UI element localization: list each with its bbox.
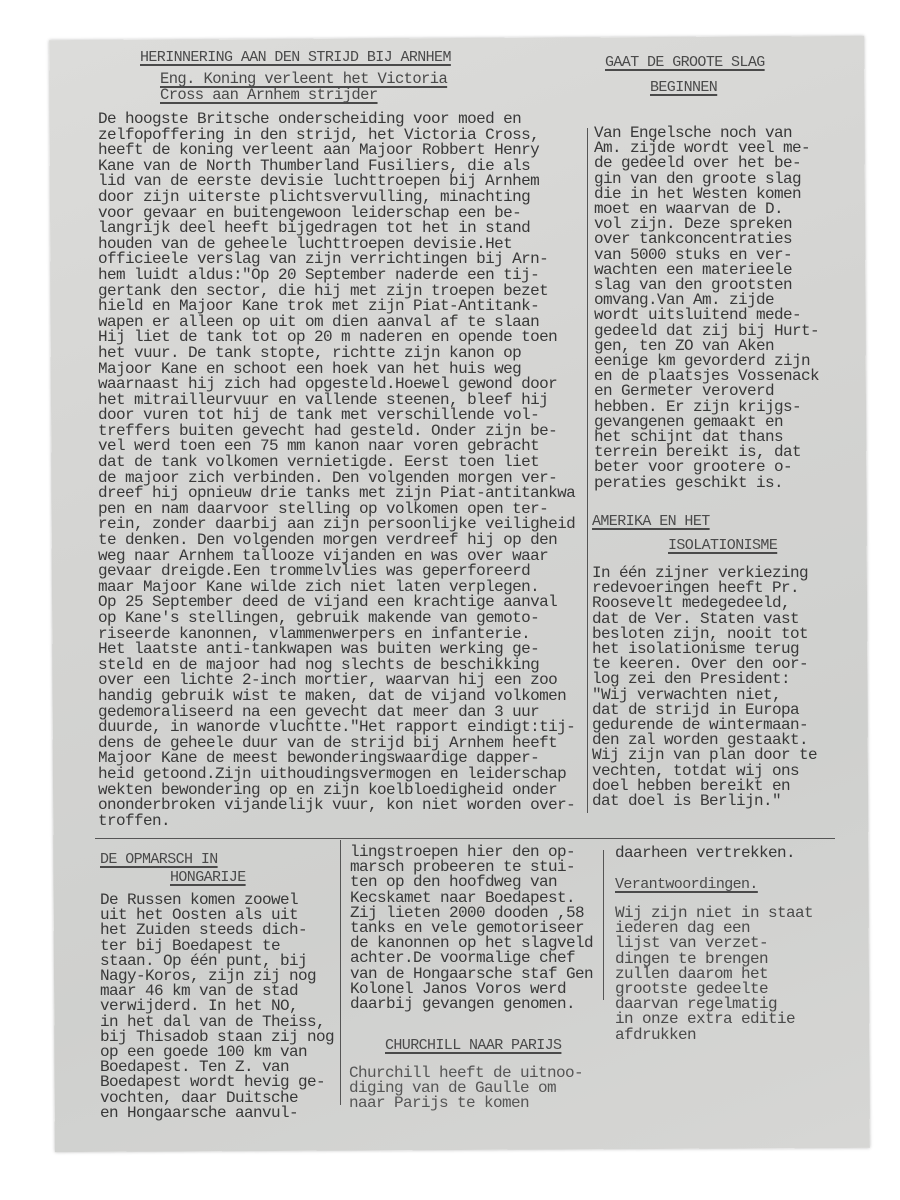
churchill-article-body: Churchill heeft de uitnoo- diging van de Gaulle om naar Parijs te komen (349, 1064, 584, 1113)
slag-headline-line2: BEGINNEN (650, 79, 718, 96)
churchill-article-continued: daarheen vertrekken. (615, 844, 796, 862)
hongarije-article-body: De Russen komen zoowel uit het Oosten als uit het Zuiden steeds dich- ter bij Boedapest te staan. Op één punt, bij Nagy-Koros, zijn zij nog maar 46 km van de stad verwijderd. In het NO, in het dal van de Theiss, bij Thisadob staan zij nog op een goede 100 km van Boedapest. Ten Z. van Boedapest wordt hevig ge- vochten, daar Duitsche en Hongaarsche aanvul- (100, 891, 335, 1122)
arnhem-subheadline: Eng. Koning verleent het Victoria Cross aan Arnhem strijder (160, 70, 448, 105)
hongarije-headline-line2: HONGARIJE (170, 869, 246, 886)
slag-article-body: Van Engelsche noch van Am. zijde wordt veel me- de gedeeld over het be- gin van den groote slag die in het Westen komen moet en waarvan de D. vol zijn. Deze spreken over tankconcentraties van 5000 stuks en ver- wachten een materieele slag van den grootsten omvang.Van Am. zijde wordt uitsluitend mede- gedeeld dat zij bij Hurt- gen, ten ZO van Aken eenige km gevorderd zijn en de plaatsjes Vossenack en Germeter veroverd hebben. Er zijn krijgs- gevangenen gemaakt en het schijnt dat thans terrein bereikt is, dat beter voor grootere o- peraties geschikt is. (594, 124, 820, 492)
column-divider (340, 840, 341, 1105)
verantwoording-body: Wij zijn niet in staat iederen dag een lijst van verzet- dingen te brengen zullen daarom het grootste gedeelte daarvan regelmatig in onze extra editie afdrukken (615, 904, 814, 1044)
amerika-article-body: In één zijner verkiezing redevoeringen heeft Pr. Roosevelt medegedeeld, dat de Ver. Staten vast besloten zijn, nooit tot het isolationisme terug te keeren. Over den oor- log zei den President: "Wij verwachten niet, dat de strijd in Europa gedurende de wintermaan- den zal worden gestaakt. Wij zijn van plan door te vechten, totdat wij ons doel hebben bereikt en dat doel is Berlijn." (592, 564, 818, 811)
column-divider (587, 128, 588, 813)
arnhem-article-body: De hoogste Britsche onderscheiding voor moed en zelfopoffering in den strijd, het Victoria Cross, heeft de koning verleent aan Majoor Robbert Henry Kane van de North Thumberland Fusiliers, die als lid van de eerste devisie luchttroepen bij Arnhem door zijn uiterste plichtsvervulling, minachting voor gevaar en buitengewoon leiderschap een be- langrijk deel heeft bijgedragen tot het in stand houden van de geheele luchttroepen devisie.Het officieele verslag van zijn verrichtingen bij Arn- hem luidt aldus:"Op 20 September naderde een tij- gertank den sector, die hij met zijn troepen bezet hield en Majoor Kane trok met zijn Piat-Antitank- wapen er alleen op uit om dien aanval af te slaan Hij liet de tank tot op 20 m naderen en opende toen het vuur. De tank stopte, richtte zijn kanon op Majoor Kane en schoot een hoek van het huis weg waarnaast hij zich had opgesteld.Hoewel gewond door het mitrailleurvuur en vallende steenen, bleef hij door vuren tot hij de tank met verschillende vol- treffers buiten gevecht had gesteld. Onder zijn be- vel werd toen een 75 mm kanon naar voren gebracht dat de tank volkomen vernietigde. Eerst toen liet de majoor zich verbinden. Den volgenden morgen ver- dreef hij opnieuw drie tanks met zijn Piat-antitankwa pen en nam daarvoor stelling op volkomen open ter- rein, zonder daarbij aan zijn persoonlijke veiligheid te denken. Den volgenden morgen verdreef hij op den weg naar Arnhem tallooze vijanden en was over waar gevaar dreigde.Een trommelvlies was geperforeerd maar Majoor Kane wilde zich niet laten verplegen. Op 25 September deed de vijand een krachtige aanval op Kane's stellingen, gebruik makende van gemoto- riseerde kanonnen, vlammenwerpers en infanterie. Het laatste anti-tankwapen was buiten werking ge- steld en de majoor had nog slechts de beschikking over een lichte 2-inch mortier, waarvan hij een zoo handig gebruik wist te maken, dat de vijand volkomen gedemoraliseerd na een gevecht dat meer dan 3 uur duurde, in wanorde vluchtte."Het rapport eindigt:tij- dens de geheele duur van de strijd bij Arnhem heeft Majoor Kane de meest bewonderingswaardige dapper- heid getoond.Zijn uithoudingsvermogen en leiderschap wekten bewondering op en zijn koelbloedigheid onder ononderbroken vijandelijk vuur, kon niet worden over- troffen. (98, 110, 576, 830)
hongarije-headline: DE OPMARSCH IN (100, 851, 218, 868)
column-divider (603, 850, 604, 1000)
slag-headline: GAAT DE GROOTE SLAG (605, 54, 765, 71)
section-divider (95, 838, 835, 839)
arnhem-headline: HERINNERING AAN DEN STRIJD BIJ ARNHEM (140, 49, 451, 66)
churchill-headline: CHURCHILL NAAR PARIJS (385, 1037, 562, 1054)
verantwoording-headline: Verantwoordingen. (615, 876, 758, 893)
amerika-headline-line2: ISOLATIONISME (668, 537, 778, 554)
amerika-headline: AMERIKA EN HET (592, 513, 710, 530)
hongarije-article-continued: lingstroepen hier den op- marsch probeeren te stui- ten op den hoofdweg van Kecskamet naar Boedapest. Zij lieten 2000 dooden ,58 tanks en vele gemotoriseer de kanonnen op het slagveld achter.De voormalige chef van de Hongaarsche staf Gen Kolonel Janos Voros werd daarbij gevangen genomen. (350, 843, 594, 1014)
